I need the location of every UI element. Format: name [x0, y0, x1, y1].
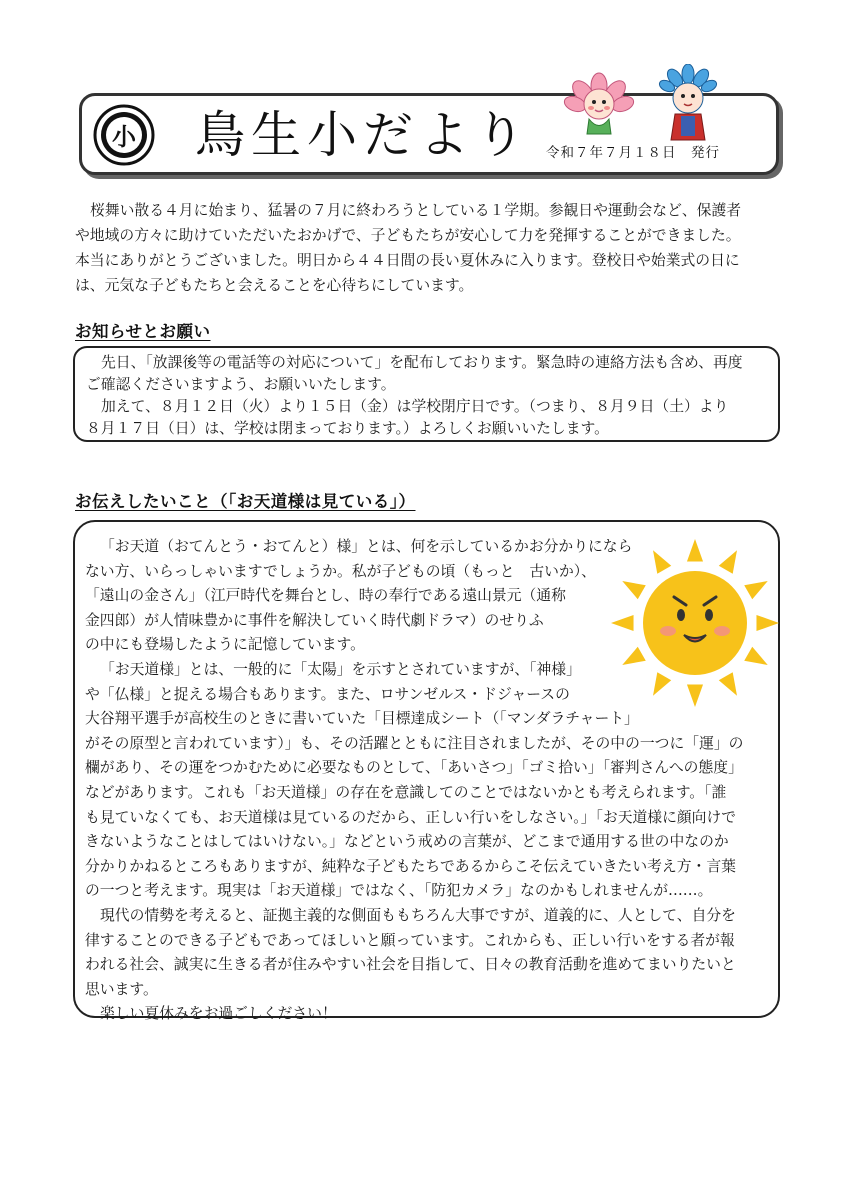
- message-line: きないようなことはしてはいけない。」などという戒めの言葉が、どこまで通用する世の中なのか: [85, 833, 729, 851]
- intro-line: 桜舞い散る４月に始まり、猛暑の７月に終わろうとしている１学期。参観日や運動会など、保護者: [90, 202, 742, 219]
- school-emblem-icon: [93, 104, 155, 166]
- message-line: 楽しい夏休みをお過ごしください！: [100, 1005, 337, 1023]
- message-line: 欄があり、その運をつかむために必要なものとして、「あいさつ」「ゴミ拾い」「審判さんへの態度」: [85, 759, 743, 777]
- intro-line: は、元気な子どもたちと会えることを心待ちにしています。: [75, 277, 474, 294]
- notice-line: ご確認くださいますよう、お願いいたします。: [86, 376, 396, 393]
- issue-date: 令和７年７月１８日 発行: [546, 145, 720, 161]
- pink-flower-mascot-icon: [563, 72, 635, 138]
- notice-paragraph: [86, 352, 743, 440]
- sun-ray: [744, 581, 768, 599]
- message-line: などがあります。これも「お天道様」の存在を意識してのことではないかとも考えられます。「誰: [85, 783, 727, 801]
- message-line: 大谷翔平選手が高校生のときに書いていた「目標達成シート（「マンダラチャート」: [85, 710, 639, 728]
- message-line: も見ていなくても、お天道様は見ているのだから、正しい行いをしなさい。」「お天道様に顔向けで: [85, 808, 737, 826]
- message-line: 律することのできる子どもであってほしいと願っています。これからも、正しい行いをする者が報: [85, 931, 735, 949]
- message-paragraph: [85, 535, 743, 1027]
- message-line: われる社会、誠実に生きる者が住みやすい社会を目指して、日々の教育活動を進めてまいりたいと: [85, 956, 736, 974]
- intro-paragraph: [75, 198, 780, 298]
- message-line: ない方、いらっしゃいますでしょうか。私が子どもの頃（もっと 古いか）、: [85, 562, 596, 580]
- message-heading: お伝えしたいこと（「お天道様は見ている」）: [75, 492, 416, 511]
- message-line: 「お天道様」とは、一般的に「太陽」を示すとされていますが、「神様」: [100, 660, 581, 678]
- blue-flower-mascot-icon: [655, 64, 721, 144]
- message-line: や「仏様」と捉える場合もあります。また、ロサンゼルス・ドジャースの: [85, 685, 570, 703]
- intro-line: 本当にありがとうございました。明日から４４日間の長い夏休みに入ります。登校日や始業式の日に: [75, 252, 740, 269]
- intro-line: や地域の方々に助けていただいたおかげで、子どもたちが安心して力を発揮することができました。: [75, 227, 741, 244]
- emblem-char: 小: [112, 123, 136, 151]
- message-line: 分かりかねるところもありますが、純粋な子どもたちであるからこそ伝えていきたい考え方・言葉: [85, 857, 736, 875]
- sun-ray: [756, 615, 779, 631]
- message-line: 「遠山の金さん」（江戸時代を舞台とし、時の奉行である遠山景元（通称: [85, 587, 566, 605]
- notice-line: ８月１７日（日）は、学校は閉まっております。）よろしくお願いいたします。: [86, 420, 609, 437]
- notice-heading: お知らせとお願い: [75, 322, 211, 341]
- notice-line: 先日、「放課後等の電話等の対応について」を配布しております。緊急時の連絡方法も含め、再度: [101, 354, 743, 371]
- message-line: がその原型と言われています）」も、その活躍とともに注目されましたが、その中の一つに「運」の: [85, 734, 744, 752]
- message-line: 「お天道（おてんとう・おてんと）様」とは、何を示しているかお分かりになら: [100, 538, 633, 555]
- sun-ray: [744, 647, 768, 665]
- page-title: 鳥生小だより: [195, 106, 531, 164]
- notice-line: 加えて、８月１２日（火）より１５日（金）は学校閉庁日です。（つまり、８月９日（土）より: [101, 398, 729, 415]
- message-line: 金四郎）が人情味豊かに事件を解決していく時代劇ドラマ）のせりふ: [85, 611, 544, 629]
- message-line: 思います。: [85, 980, 158, 998]
- message-line: 現代の情勢を考えると、証拠主義的な側面ももちろん大事ですが、道義的に、人として、自分を: [100, 906, 736, 924]
- message-line: の一つと考えます。現実は「お天道様」ではなく、「防犯カメラ」なのかもしれませんが……。: [85, 882, 713, 900]
- message-line: の中にも登場したように記憶しています。: [85, 636, 365, 654]
